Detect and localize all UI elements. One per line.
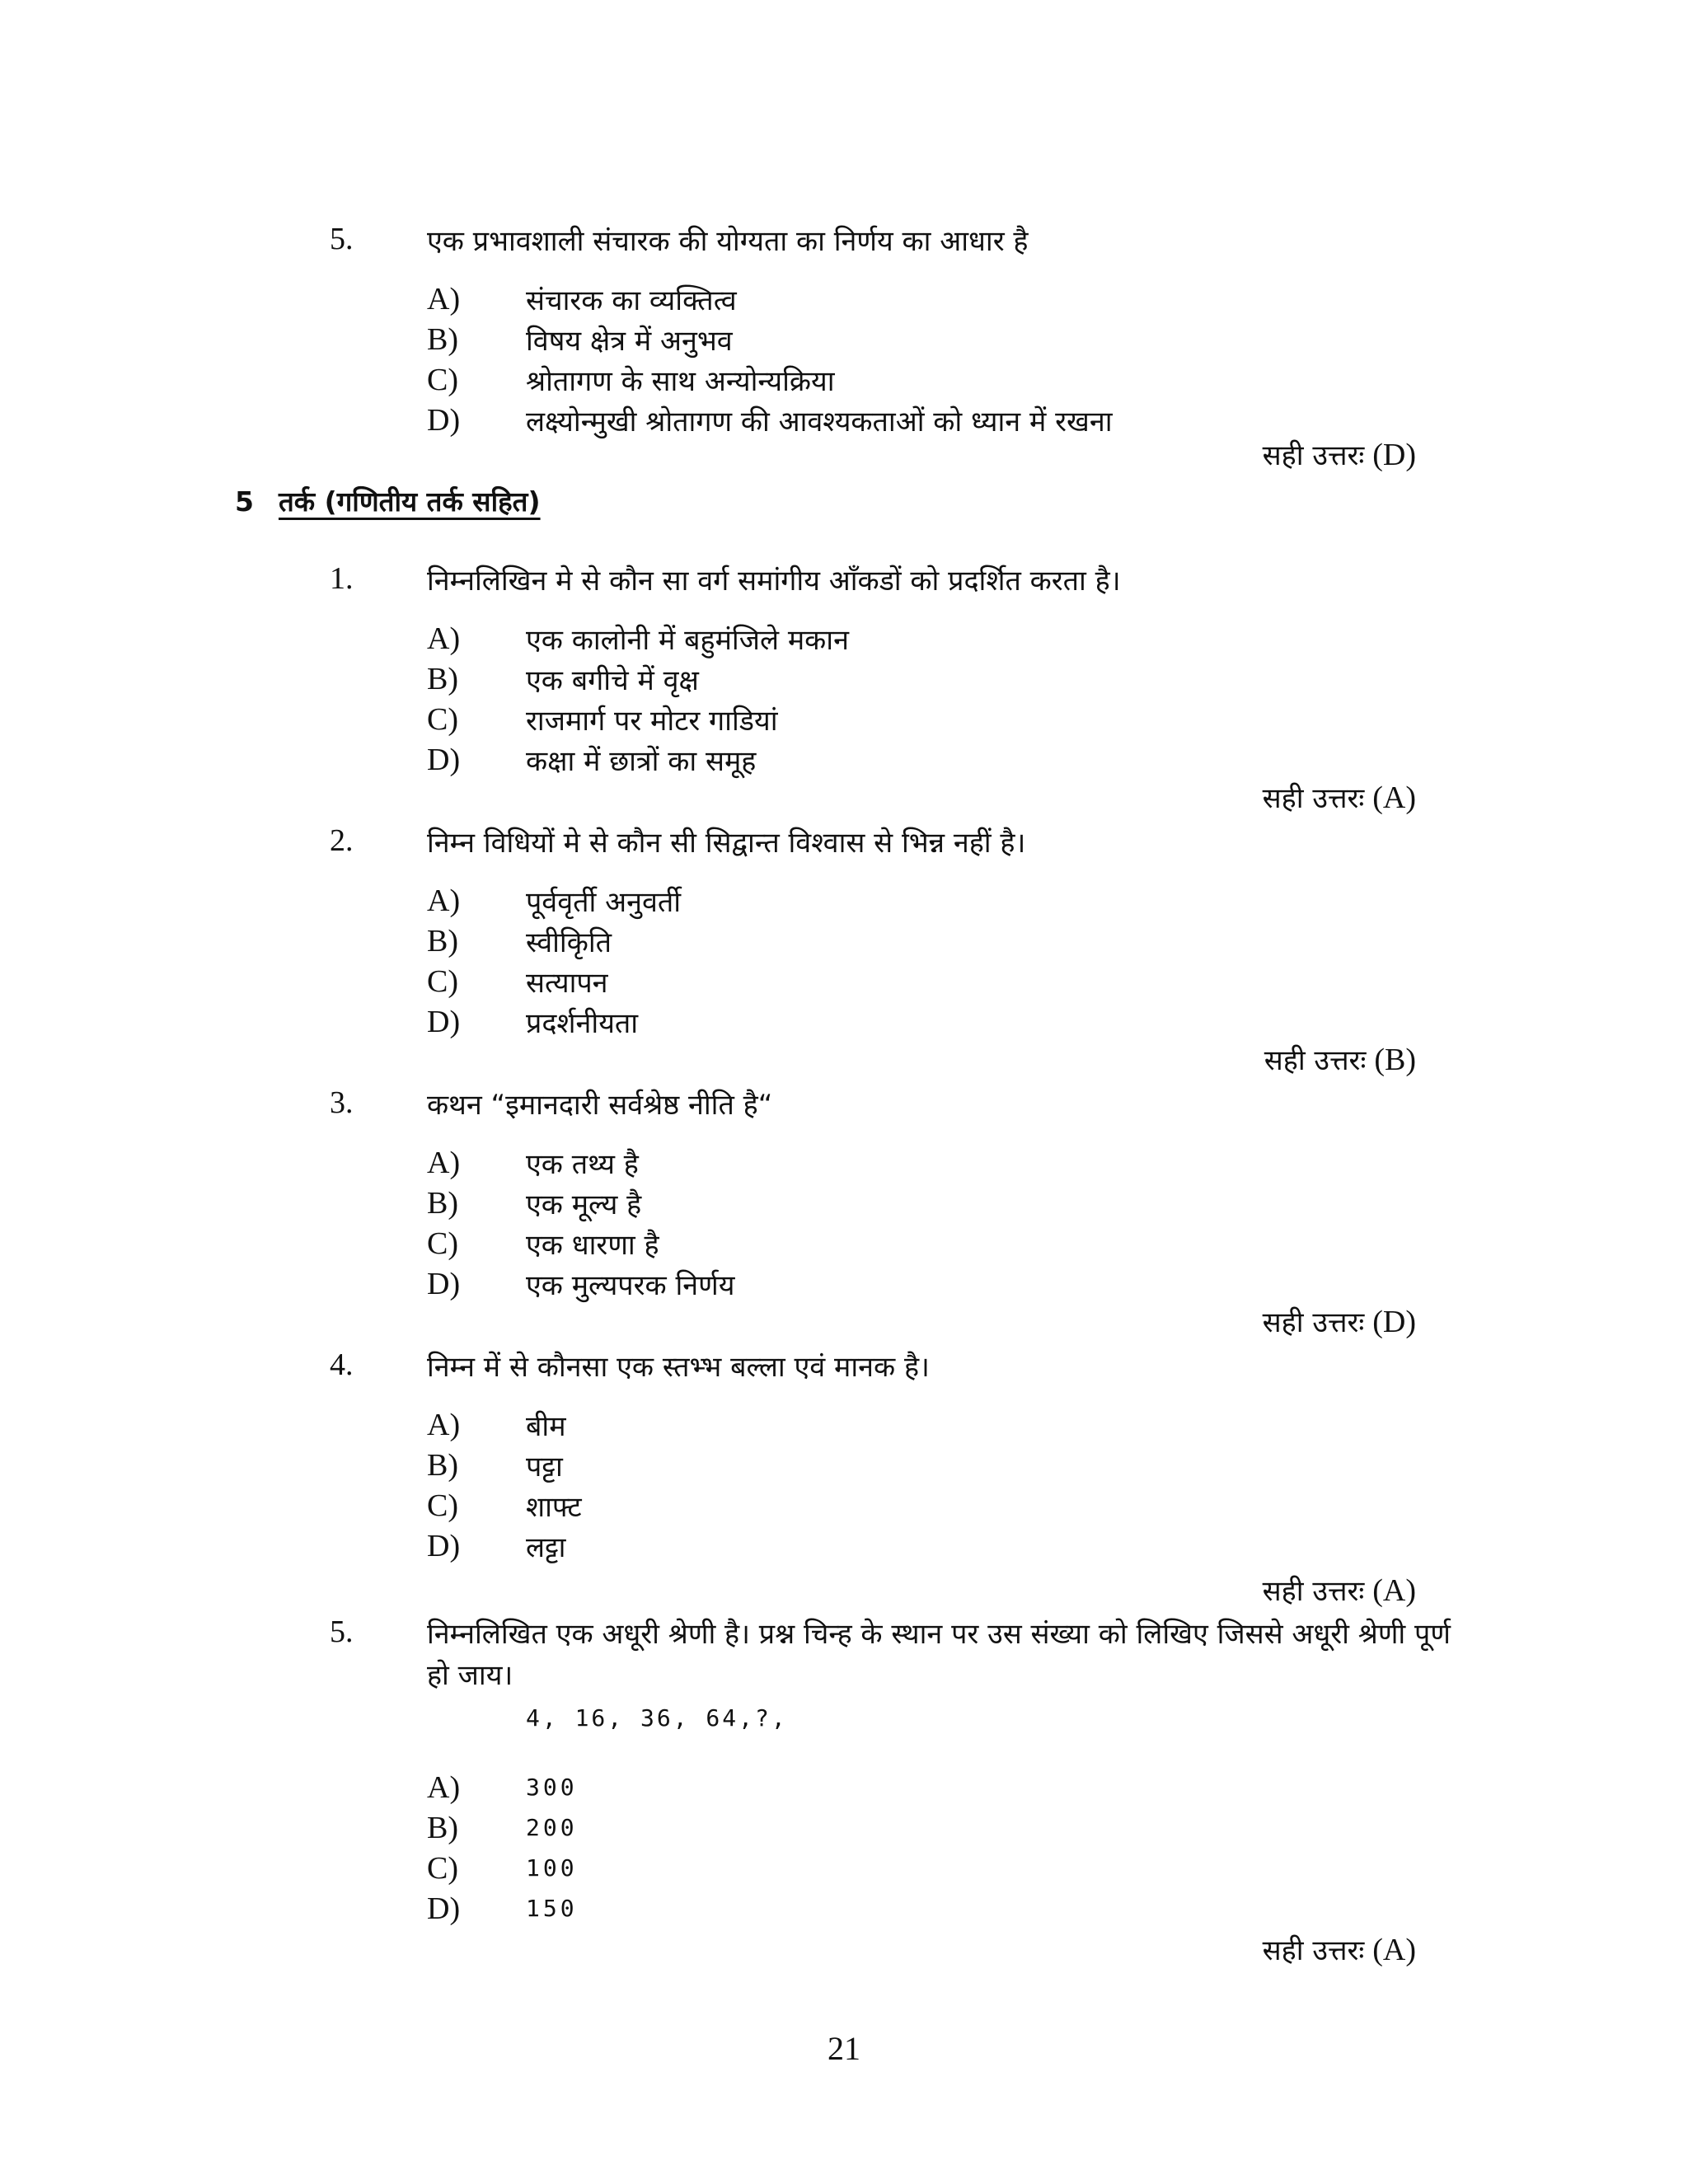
option-b (427, 319, 1113, 359)
option-a (427, 1404, 582, 1445)
section-number: 5 (235, 485, 254, 518)
answer-value: (A) (1372, 780, 1416, 815)
option-letter: D) (427, 402, 461, 438)
option-text: संचारक का व्यक्तित्व (526, 284, 737, 317)
page-number: 21 (828, 2030, 860, 2067)
option-b (427, 658, 849, 699)
options-list (427, 1767, 578, 1929)
options-list (427, 279, 1113, 440)
option-d (427, 1001, 681, 1042)
option-letter: B) (427, 321, 458, 357)
options-list (427, 1142, 734, 1304)
option-text: श्रोतागण के साथ अन्योन्यक्रिया (526, 364, 835, 398)
option-letter: C) (427, 963, 458, 999)
question-number: 2. (330, 823, 354, 858)
option-letter: B) (427, 923, 458, 958)
options-list (427, 880, 681, 1042)
option-letter: C) (427, 362, 458, 397)
option-letter: B) (427, 1185, 458, 1221)
option-letter: D) (427, 1528, 461, 1563)
option-letter: D) (427, 1004, 461, 1039)
section-heading (235, 482, 541, 519)
question-number: 1. (330, 561, 354, 596)
option-b (427, 921, 681, 961)
option-text: लक्ष्योन्मुखी श्रोतागण की आवश्यकताओं को ध्यान में रखना (526, 405, 1113, 438)
option-letter: A) (427, 1407, 461, 1442)
option-letter: B) (427, 1447, 458, 1483)
option-a (427, 279, 1113, 319)
correct-answer (1263, 1930, 1416, 1968)
option-c (427, 1223, 734, 1263)
option-text: एक बगीचे में वृक्ष (526, 663, 699, 697)
option-text: कक्षा में छात्रों का समूह (526, 744, 757, 778)
section-title: तर्क (गणितीय तर्क सहित) (278, 485, 541, 518)
correct-answer (1264, 1040, 1416, 1078)
option-letter: A) (427, 1769, 461, 1805)
option-letter: C) (427, 1850, 458, 1886)
option-a (427, 880, 681, 921)
option-c (427, 1848, 578, 1888)
option-letter: B) (427, 1810, 458, 1845)
question-number: 5. (330, 222, 354, 256)
answer-label: सही उत्तरः (1264, 1044, 1367, 1077)
option-letter: A) (427, 1145, 461, 1180)
option-text: 300 (526, 1774, 578, 1801)
answer-label: सही उत्तरः (1262, 1934, 1365, 1967)
option-text: एक तथ्य है (526, 1147, 639, 1181)
correct-answer (1263, 1302, 1416, 1340)
question-number: 4. (330, 1347, 354, 1382)
option-text: विषय क्षेत्र में अनुभव (526, 324, 733, 358)
option-letter: C) (427, 1488, 458, 1523)
option-c (427, 359, 1113, 400)
option-b (427, 1807, 578, 1848)
option-b (427, 1445, 582, 1485)
option-text: स्वीकृिति (526, 926, 612, 959)
option-letter: D) (427, 1266, 461, 1301)
option-text: राजमार्ग पर मोटर गाडियां (526, 704, 778, 738)
option-letter: B) (427, 661, 458, 696)
option-text: शाफ्ट (526, 1490, 582, 1524)
option-d (427, 739, 849, 780)
option-text: पट्टा (526, 1450, 563, 1483)
question-text: निम्नलिखित एक अधूरी श्रेणी है। प्रश्न चिन्ह के स्थान पर उस संख्या को लिखिए जिससे अधूरी श्रेणी पूर्ण हो जाय। (427, 1618, 1451, 1692)
option-a (427, 618, 849, 658)
option-c (427, 1485, 582, 1526)
options-list (427, 1404, 582, 1566)
question-number: 5. (330, 1615, 354, 1649)
answer-label: सही उत्तरः (1262, 782, 1365, 815)
answer-label: सही उत्तरः (1262, 439, 1365, 472)
option-text: एक मूल्य है (526, 1188, 642, 1221)
option-text: एक मुल्यपरक निर्णय (526, 1268, 735, 1302)
option-a (427, 1142, 734, 1183)
options-list (427, 618, 849, 780)
option-text: बीम (526, 1409, 566, 1443)
option-letter: C) (427, 701, 458, 737)
option-text: 150 (526, 1895, 578, 1922)
option-letter: D) (427, 742, 461, 777)
option-letter: A) (427, 883, 461, 918)
correct-answer (1263, 435, 1416, 473)
answer-value: (B) (1374, 1043, 1416, 1077)
question-text: निम्न में से कौनसा एक स्तभ्भ बल्ला एवं मानक है। (427, 1351, 930, 1384)
answer-value: (A) (1372, 1573, 1416, 1608)
question-text: निम्नलिखिन मे से कौन सा वर्ग समांगीय आँकडों को प्रदर्शित करता है। (427, 565, 1121, 598)
question-text: निम्न विधियों मे से कौन सी सिद्वान्त विश्वास से भिन्न नहीं है। (427, 827, 1026, 860)
answer-value: (D) (1372, 1305, 1416, 1339)
answer-value: (D) (1372, 438, 1416, 472)
question-text: एक प्रभावशाली संचारक की योग्यता का निर्णय का आधार है (427, 225, 1029, 258)
option-d (427, 1888, 578, 1929)
answer-label: सही उत्तरः (1262, 1306, 1365, 1339)
option-letter: A) (427, 281, 461, 316)
option-text: पूर्ववृर्ती अनुवर्ती (526, 885, 682, 919)
option-text: 100 (526, 1854, 578, 1882)
option-c (427, 961, 681, 1001)
option-letter: C) (427, 1226, 458, 1261)
option-text: लट्टा (526, 1530, 566, 1564)
option-d (427, 1526, 582, 1566)
option-letter: D) (427, 1891, 461, 1926)
option-text: सत्यापन (526, 966, 608, 1000)
option-d (427, 400, 1113, 440)
option-letter: A) (427, 621, 461, 656)
answer-value: (A) (1372, 1933, 1416, 1967)
correct-answer (1263, 778, 1416, 816)
correct-answer (1263, 1571, 1416, 1609)
option-b (427, 1183, 734, 1223)
option-text: 200 (526, 1814, 578, 1841)
option-d (427, 1263, 734, 1304)
option-c (427, 699, 849, 739)
question-number: 3. (330, 1085, 354, 1120)
number-series: 4, 16, 36, 64,?, (526, 1704, 788, 1732)
option-text: एक कालोनी में बहुमंजिले मकान (526, 623, 849, 657)
question-top-5 (330, 221, 1467, 438)
option-text: एक धारणा है (526, 1228, 659, 1262)
option-a (427, 1767, 578, 1807)
option-text: प्रदर्शनीयता (526, 1006, 639, 1040)
question-text: कथन “इमानदारी सर्वश्रेष्ठ नीति है“ (427, 1089, 773, 1122)
answer-label: सही उत्तरः (1262, 1575, 1365, 1608)
